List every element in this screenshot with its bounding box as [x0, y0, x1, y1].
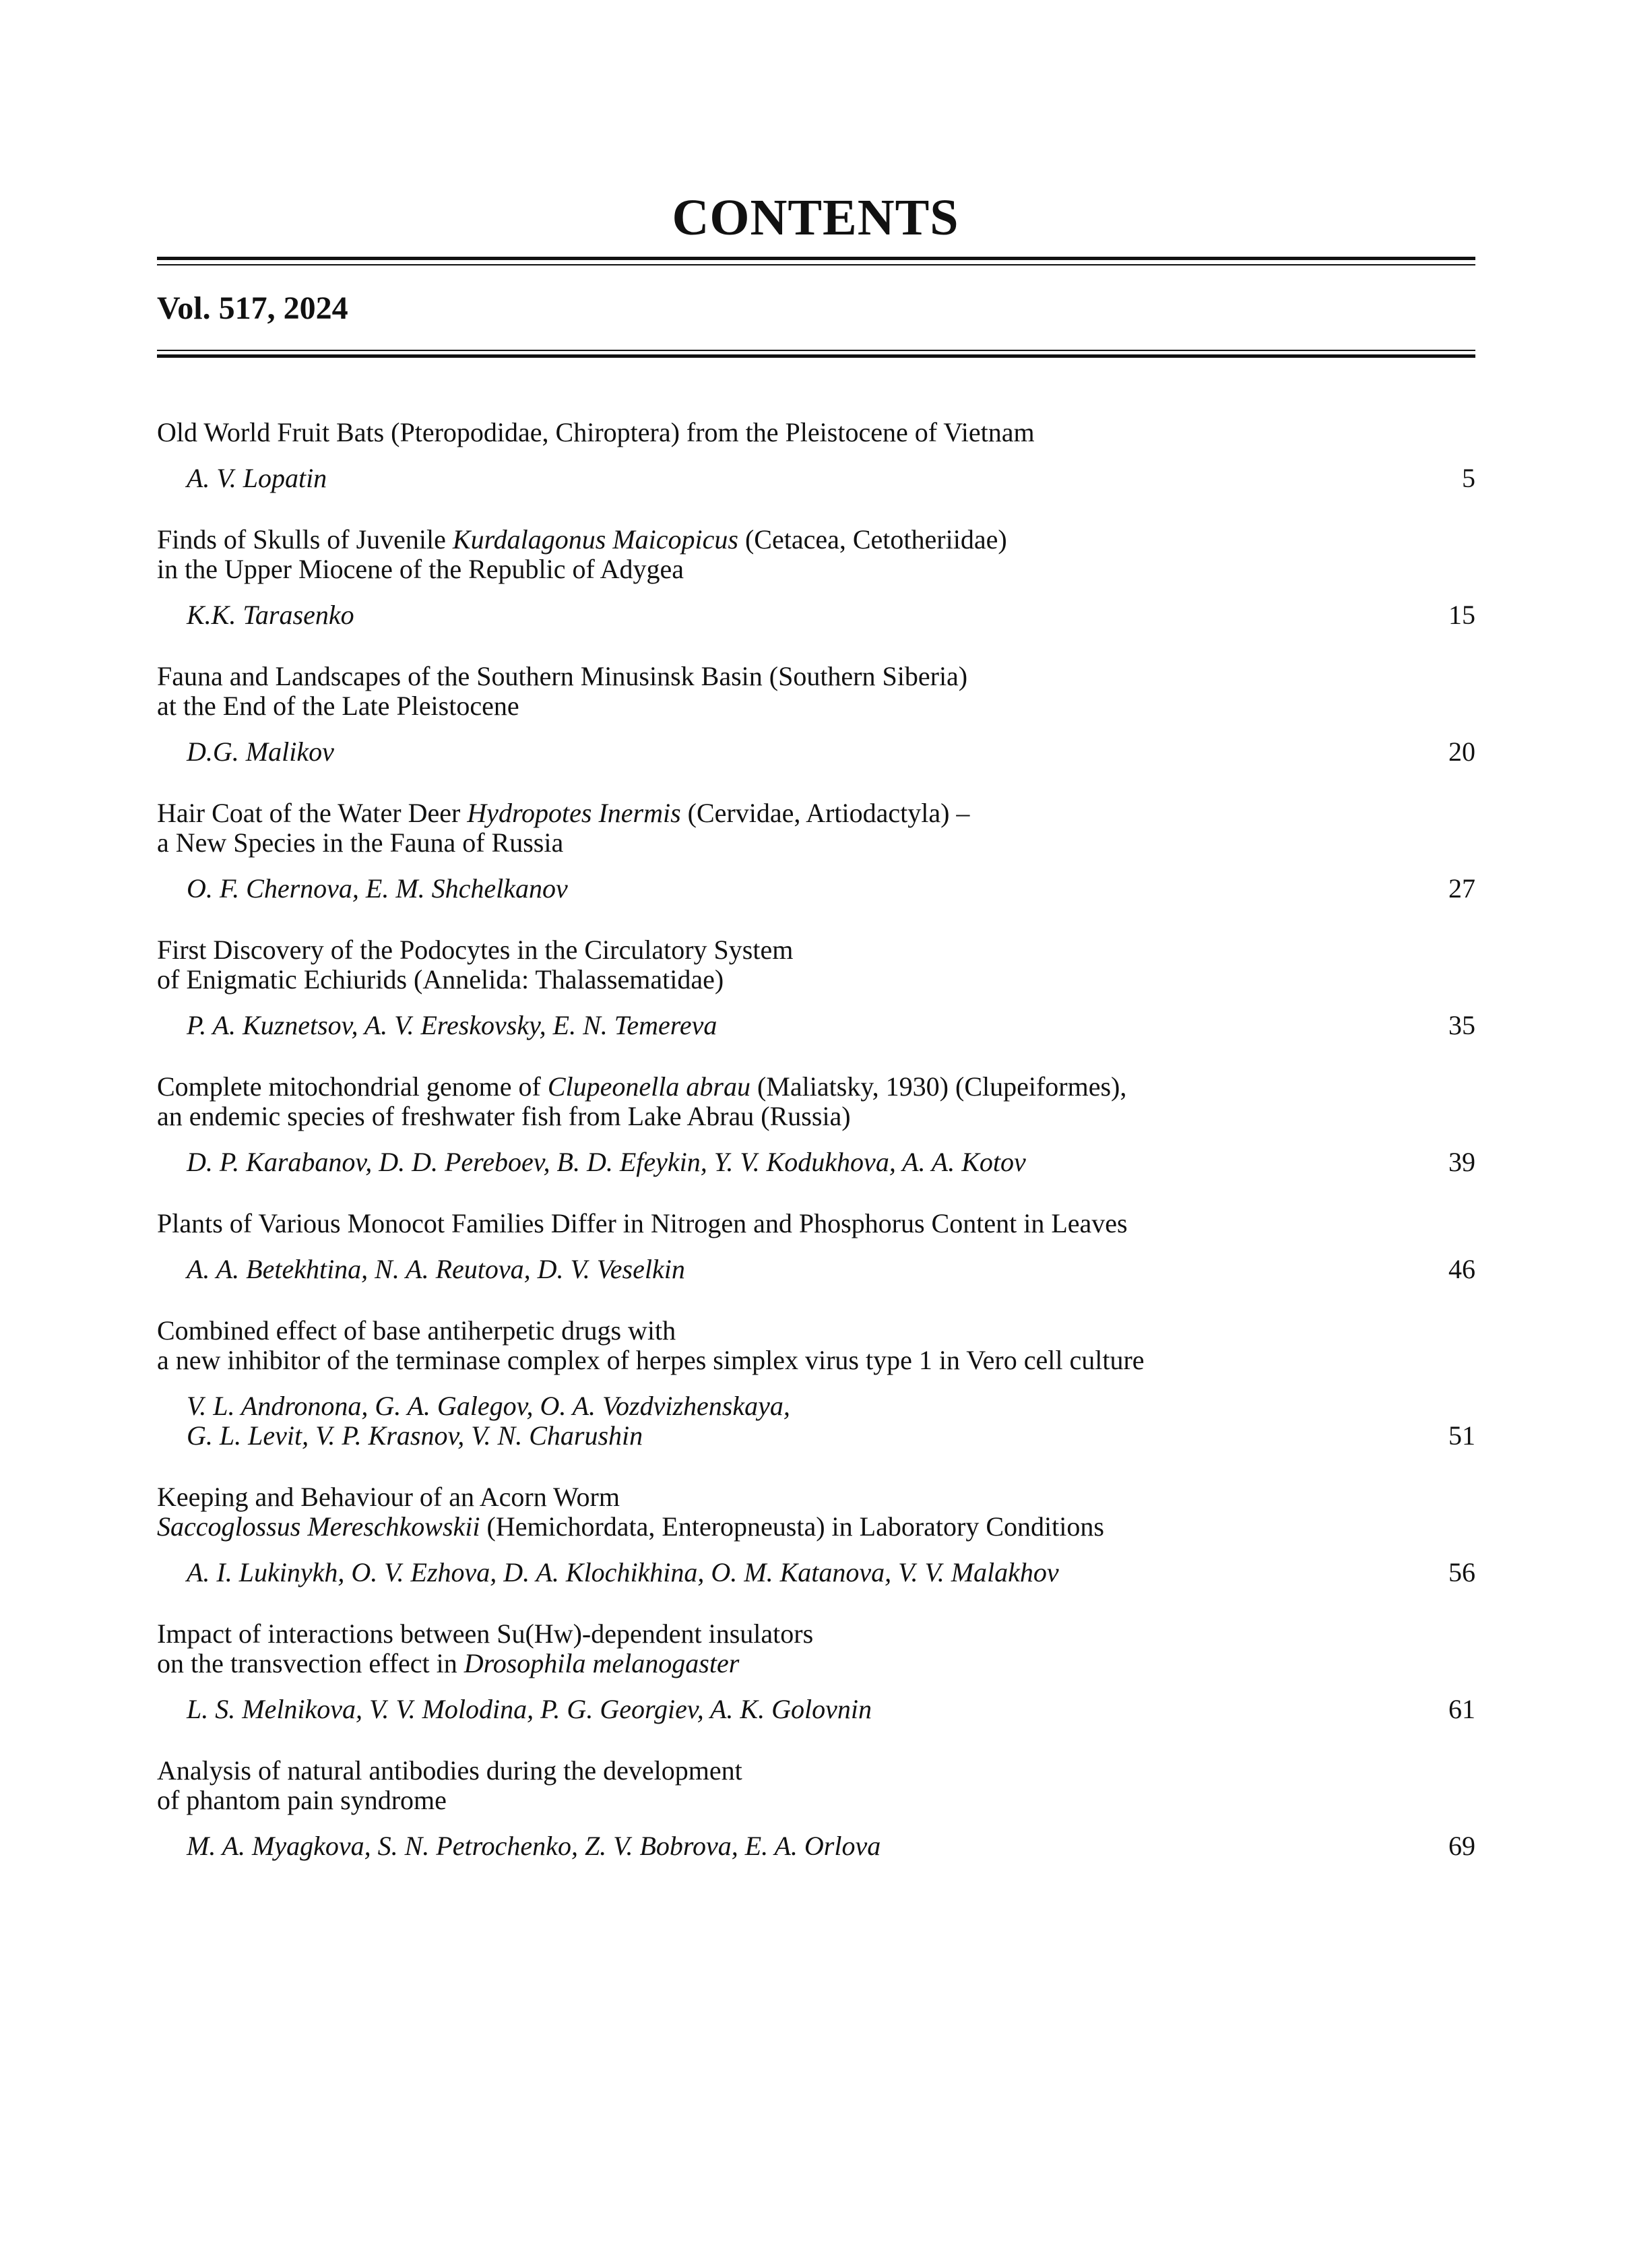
entry-spacer: [157, 493, 1475, 525]
article-title-text: a new inhibitor of the terminase complex of herpes simplex virus type 1 in Vero cell culture: [157, 1345, 1145, 1375]
toc-entry[interactable]: [157, 662, 1475, 767]
article-title-text: Keeping and Behaviour of an Acorn Worm: [157, 1482, 620, 1512]
article-title-italic: Drosophila melanogaster: [463, 1648, 740, 1678]
article-title-line: [157, 828, 1475, 858]
article-title-text: on the transvection effect in: [157, 1648, 464, 1678]
authors-line: A. A. Betekhtina, N. A. Reutova, D. V. Veselkin: [187, 1254, 685, 1284]
authors-line: D. P. Karabanov, D. D. Pereboev, B. D. Efeykin, Y. V. Kodukhova, A. A. Kotov: [187, 1147, 1026, 1177]
article-title-text: Hair Coat of the Water Deer: [157, 798, 468, 828]
authors-line: D.G. Malikov: [187, 736, 334, 767]
entry-spacer: [157, 1724, 1475, 1756]
article-title: [157, 418, 1475, 447]
article-authors: [157, 1147, 1475, 1177]
article-title-text: (Hemichordata, Enteropneusta) in Laboratory Conditions: [480, 1511, 1104, 1542]
article-title-text: in the Upper Miocene of the Republic of Adygea: [157, 554, 684, 584]
article-title-text: Impact of interactions between Su(Hw)-dependent insulators: [157, 1618, 814, 1649]
article-title-line: [157, 935, 1475, 965]
article-title-line: [157, 798, 1475, 828]
authors-line: G. L. Levit, V. P. Krasnov, V. N. Charushin: [187, 1420, 643, 1451]
entry-spacer: [157, 1040, 1475, 1072]
authors-row: [157, 1391, 1475, 1451]
page-number: 35: [1448, 1010, 1475, 1040]
bottom-rule-thin: [157, 350, 1475, 351]
entry-spacer: [157, 1587, 1475, 1619]
article-title-line: [157, 555, 1475, 584]
article-title-text: Old World Fruit Bats (Pteropodidae, Chiroptera) from the Pleistocene of Vietnam: [157, 417, 1035, 447]
article-title-line: [157, 662, 1475, 691]
page-number: 61: [1448, 1694, 1475, 1724]
authors-row: [157, 874, 1475, 904]
entry-spacer: [157, 767, 1475, 798]
article-title-text: Fauna and Landscapes of the Southern Minusinsk Basin (Southern Siberia): [157, 661, 968, 691]
article-title-line: [157, 691, 1475, 721]
article-title-text: (Cervidae, Artiodactyla) –: [680, 798, 970, 828]
top-rule-thin: [157, 264, 1475, 265]
article-title-text: (Cetacea, Cetotheriidae): [738, 524, 1007, 555]
article-title-line: [157, 1512, 1475, 1542]
article-title: [157, 525, 1475, 584]
toc-entry[interactable]: [157, 1619, 1475, 1724]
article-title-italic: Hydropotes Inermis: [467, 798, 681, 828]
article-title-text: (Maliatsky, 1930) (Clupeiformes),: [750, 1071, 1127, 1102]
authors-line: K.K. Tarasenko: [187, 600, 354, 630]
article-title-line: [157, 1102, 1475, 1131]
authors-line: A. V. Lopatin: [187, 463, 327, 493]
article-title-line: [157, 1756, 1475, 1786]
article-title: [157, 1072, 1475, 1131]
article-title-line: [157, 1619, 1475, 1649]
authors-row: [157, 600, 1475, 630]
article-title-text: Combined effect of base antiherpetic drugs with: [157, 1315, 676, 1346]
authors-row: [157, 1831, 1475, 1861]
volume-label: Vol. 517, 2024: [157, 290, 348, 326]
article-title-text: Finds of Skulls of Juvenile: [157, 524, 453, 555]
article-title-text: an endemic species of freshwater fish from Lake Abrau (Russia): [157, 1101, 851, 1131]
article-authors: [157, 600, 1475, 630]
article-title-line: [157, 1316, 1475, 1346]
toc-entry[interactable]: [157, 1072, 1475, 1177]
article-title-italic: Kurdalagonus Maicopicus: [452, 524, 738, 555]
toc-entry[interactable]: [157, 1316, 1475, 1451]
authors-line: M. A. Myagkova, S. N. Petrochenko, Z. V. Bobrova, E. A. Orlova: [187, 1831, 881, 1861]
article-title-italic: Clupeonella abrau: [547, 1071, 750, 1102]
article-title-line: [157, 965, 1475, 995]
article-authors: [157, 737, 1475, 767]
article-title-text: of phantom pain syndrome: [157, 1785, 447, 1815]
page-number: 15: [1448, 600, 1475, 630]
authors-row: [157, 1147, 1475, 1177]
article-title-text: Plants of Various Monocot Families Differ in Nitrogen and Phosphorus Content in Leaves: [157, 1208, 1128, 1238]
article-authors: [157, 874, 1475, 904]
article-title-line: [157, 525, 1475, 555]
article-title: [157, 662, 1475, 721]
page-number: 69: [1448, 1831, 1475, 1861]
article-title: [157, 1619, 1475, 1678]
article-title-line: [157, 1346, 1475, 1375]
authors-line: P. A. Kuznetsov, A. V. Ereskovsky, E. N. Temereva: [187, 1010, 717, 1040]
article-title-italic: Saccoglossus Mereschkowskii: [157, 1511, 480, 1542]
article-title: [157, 1316, 1475, 1375]
article-title-text: a New Species in the Fauna of Russia: [157, 827, 564, 858]
article-authors: [157, 1831, 1475, 1861]
entry-spacer: [157, 1451, 1475, 1482]
authors-line: O. F. Chernova, E. M. Shchelkanov: [187, 873, 568, 904]
top-rule-thick: [157, 257, 1475, 260]
page-title: CONTENTS: [672, 189, 959, 246]
article-title: [157, 1209, 1475, 1238]
page-number: 39: [1448, 1147, 1475, 1177]
article-title: [157, 935, 1475, 995]
authors-row: [157, 1255, 1475, 1284]
article-title-text: of Enigmatic Echiurids (Annelida: Thalassematidae): [157, 964, 724, 995]
authors-line: L. S. Melnikova, V. V. Molodina, P. G. Georgiev, A. K. Golovnin: [187, 1694, 872, 1724]
article-authors: [157, 1391, 1475, 1451]
authors-row: [157, 737, 1475, 767]
article-title-line: [157, 1649, 1475, 1678]
article-authors: [157, 464, 1475, 493]
bottom-rule-thick: [157, 354, 1475, 358]
page-number: 5: [1462, 463, 1475, 493]
page-number: 20: [1448, 736, 1475, 767]
toc-entry[interactable]: [157, 798, 1475, 904]
article-title-line: [157, 418, 1475, 447]
article-authors: [157, 1558, 1475, 1587]
toc-entry[interactable]: [157, 525, 1475, 630]
article-title: [157, 1482, 1475, 1542]
entry-spacer: [157, 904, 1475, 935]
article-title-line: [157, 1786, 1475, 1815]
entry-spacer: [157, 1177, 1475, 1209]
page-number: 27: [1448, 873, 1475, 904]
entry-spacer: [157, 1284, 1475, 1316]
entry-spacer: [157, 630, 1475, 662]
article-title: [157, 798, 1475, 858]
article-authors: [157, 1255, 1475, 1284]
article-title-line: [157, 1482, 1475, 1512]
page-number: 56: [1448, 1557, 1475, 1587]
article-title-line: [157, 1209, 1475, 1238]
toc-entry[interactable]: [157, 1209, 1475, 1284]
article-authors: [157, 1011, 1475, 1040]
article-title-text: Complete mitochondrial genome of: [157, 1071, 548, 1102]
page-number: 51: [1448, 1420, 1475, 1451]
authors-row: [157, 1011, 1475, 1040]
article-authors: [157, 1695, 1475, 1724]
toc-entry[interactable]: [157, 1482, 1475, 1587]
article-title-text: Analysis of natural antibodies during the development: [157, 1755, 742, 1786]
article-title: [157, 1756, 1475, 1815]
authors-row: [157, 1695, 1475, 1724]
toc-entry[interactable]: [157, 935, 1475, 1040]
article-title-text: at the End of the Late Pleistocene: [157, 691, 519, 721]
table-of-contents: [157, 418, 1475, 1861]
authors-row: [157, 464, 1475, 493]
authors-row: [157, 1558, 1475, 1587]
article-title-text: First Discovery of the Podocytes in the Circulatory System: [157, 935, 794, 965]
authors-line: V. L. Andronona, G. A. Galegov, O. A. Vozdvizhenskaya,: [187, 1391, 790, 1421]
page-number: 46: [1448, 1254, 1475, 1284]
article-title-line: [157, 1072, 1475, 1102]
toc-entry[interactable]: [157, 1756, 1475, 1861]
authors-line: A. I. Lukinykh, O. V. Ezhova, D. A. Klochikhina, O. M. Katanova, V. V. Malakhov: [187, 1557, 1059, 1587]
toc-entry[interactable]: [157, 418, 1475, 493]
